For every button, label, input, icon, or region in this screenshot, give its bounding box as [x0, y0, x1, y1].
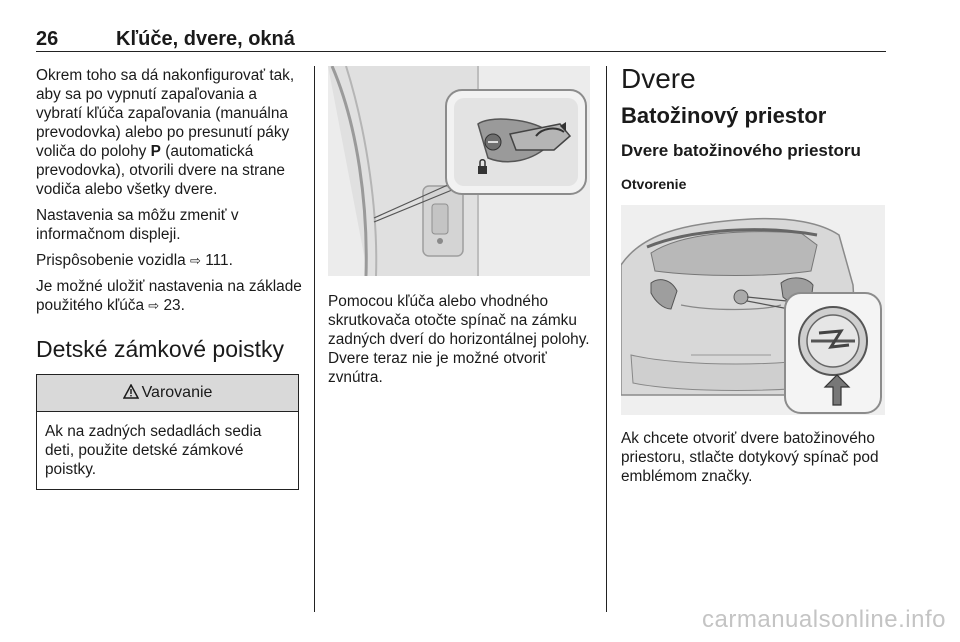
chapter-title: Kľúče, dvere, okná	[116, 28, 295, 50]
page-link-23[interactable]: 23.	[163, 297, 185, 314]
warning-header	[37, 375, 298, 412]
page-link-111[interactable]: 111.	[205, 252, 233, 269]
tailgate-illustration	[621, 205, 885, 415]
tailgate-caption: Ak chcete otvoriť dvere batožinového priestoru, stlačte dotykový spínač pod emblémom značky.	[621, 430, 879, 485]
watermark: carmanualsonline.info	[702, 606, 946, 633]
subtitle-opening: Otvorenie	[621, 176, 687, 192]
paragraph-customization: Prispôsobenie vozidla ⇨ 111.	[36, 252, 233, 269]
reference-arrow-icon: ⇨	[148, 298, 160, 313]
paragraph-config: Okrem toho sa dá nakonfigurovať tak, aby sa po vypnutí zapaľovania a vybratí kľúča zapaľovania (manuálna prevodovka) alebo po presunutí páky voliča do polohy P (automatická prevodovka), otvorili dvere na strane vodiča alebo všetky dvere.	[36, 67, 295, 198]
column-left	[36, 66, 304, 490]
page-header	[36, 28, 886, 52]
warning-box	[36, 374, 299, 490]
gear-position-p: P	[150, 143, 161, 160]
section-title-doors: Dvere	[621, 63, 696, 94]
column-middle	[328, 66, 590, 394]
section-title-child-locks: Detské zámkové poistky	[36, 336, 284, 362]
page-number: 26	[36, 28, 59, 50]
column-right	[621, 63, 889, 493]
column-divider-right	[606, 66, 607, 612]
subtitle-tailgate: Dvere batožinového priestoru	[621, 141, 861, 160]
paragraph-settings: Nastavenia sa môžu zmeniť v informačnom displeji.	[36, 207, 239, 243]
subtitle-luggage-compartment: Batožinový priestor	[621, 103, 827, 128]
column-divider-left	[314, 66, 315, 612]
paragraph-key-settings: Je možné uložiť nastavenia na základe použitého kľúča ⇨ 23.	[36, 278, 302, 314]
warning-text: Ak na zadných sedadlách sedia deti, použite detské zámkové poistky.	[45, 423, 262, 478]
warning-title: Varovanie	[141, 384, 213, 401]
child-lock-caption: Pomocou kľúča alebo vhodného skrutkovača otočte spínač na zámku zadných dverí do horizontálnej polohy. Dvere teraz nie je možné otvoriť zvnútra.	[328, 293, 590, 386]
reference-arrow-icon: ⇨	[190, 253, 201, 268]
child-lock-illustration	[328, 66, 590, 276]
warning-triangle-icon	[123, 384, 139, 403]
